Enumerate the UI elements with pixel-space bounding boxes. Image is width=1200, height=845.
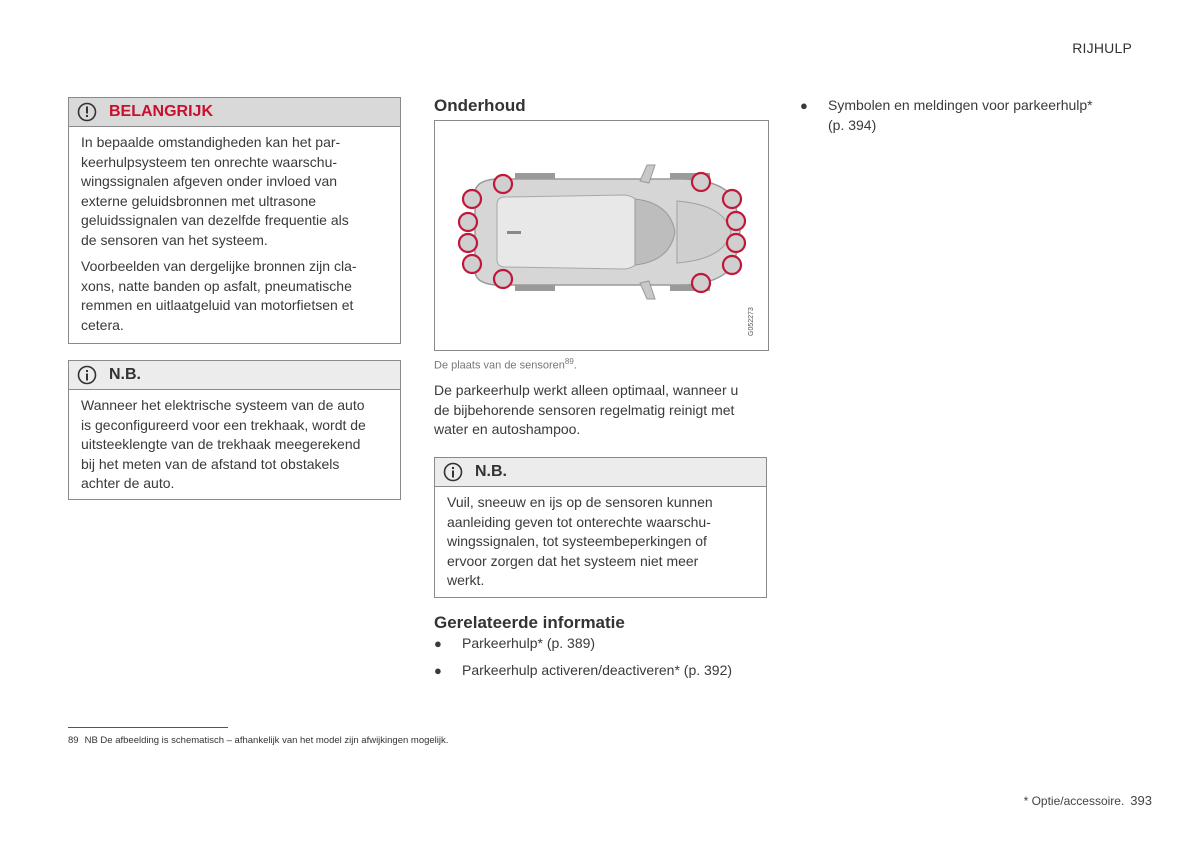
note-box — [68, 360, 401, 500]
image-code: G052273 — [748, 307, 755, 336]
related-link-label: Parkeerhulp* (p. 389) — [462, 635, 596, 651]
sensor-diagram — [434, 120, 769, 351]
note-title: N.B. — [109, 366, 141, 383]
caption-footnote-ref: 89 — [564, 357, 574, 366]
important-header — [69, 98, 400, 127]
related-link[interactable] — [434, 634, 774, 654]
page-footer — [1024, 793, 1152, 808]
related-link[interactable] — [800, 96, 1140, 135]
note-box-maintenance — [434, 457, 767, 598]
note-paragraph: Wanneer het elektrische systeem van de auto is geconfigureerd voor een trekhaak, wordt de uitsteeklengte van de trekhaak meegerekend bij het meten van de afstand tot obstakels achter de auto. — [81, 397, 366, 491]
note-header — [435, 458, 766, 487]
image-caption — [434, 357, 577, 372]
note-header — [69, 361, 400, 390]
maintenance-paragraph: De parkeerhulp werkt alleen optimaal, wanneer u de bijbehorende sensoren regelmatig reinigt met water en autoshampoo. — [434, 382, 739, 437]
caption-text: De plaats van de sensoren — [434, 359, 565, 372]
important-title: BELANGRIJK — [109, 103, 214, 120]
important-paragraph: Voorbeelden van dergelijke bronnen zijn cla- xons, natte banden op asfalt, pneumatische remmen en uitlaatgeluid van motorfietsen et cetera. — [81, 258, 357, 333]
right-related-list — [800, 96, 1140, 135]
note-paragraph: Vuil, sneeuw en ijs op de sensoren kunnen aanleiding geven tot onterechte waarschu- wingssignalen, tot systeembeperkingen of ervoor zorgen dat het systeem niet meer werkt. — [447, 494, 713, 588]
footnote — [68, 735, 448, 746]
warning-icon — [77, 102, 97, 122]
related-link[interactable] — [434, 661, 774, 681]
page-number: 393 — [1130, 793, 1152, 808]
info-icon — [443, 462, 463, 482]
footnote-number: 89 — [68, 735, 79, 746]
section-title-onderhoud: Onderhoud — [434, 96, 526, 115]
bullet-icon: ● — [434, 636, 442, 651]
important-box — [68, 97, 401, 344]
related-link-label: Symbolen en meldingen voor parkeerhulp* (p. 394) — [828, 97, 1093, 133]
section-header: RIJHULP — [1072, 40, 1132, 56]
related-link-label: Parkeerhulp activeren/deactiveren* (p. 392) — [462, 661, 733, 678]
car-top-view-illustration — [435, 121, 768, 350]
footnote-text: NB De afbeelding is schematisch – afhankelijk van het model zijn afwijkingen mogelijk. — [84, 735, 449, 746]
important-body — [69, 127, 400, 343]
bullet-icon: ● — [800, 98, 808, 113]
footer-note: * Optie/accessoire. — [1023, 794, 1125, 808]
info-icon — [77, 365, 97, 385]
bullet-icon: ● — [434, 662, 442, 678]
footnote-divider — [68, 727, 228, 728]
related-info-title: Gerelateerde informatie — [434, 613, 625, 632]
note-body — [435, 487, 766, 599]
related-list — [434, 634, 774, 680]
note-title: N.B. — [475, 463, 507, 480]
caption-end: . — [573, 359, 577, 372]
important-paragraph: In bepaalde omstandigheden kan het par- keerhulpsysteem ten onrechte waarschu- wingssignalen afgeven onder invloed van externe geluidsbronnen met ultrasone geluidssignalen van dezelfde frequentie als de sensoren van het systeem. — [81, 134, 349, 248]
note-body — [69, 390, 400, 502]
